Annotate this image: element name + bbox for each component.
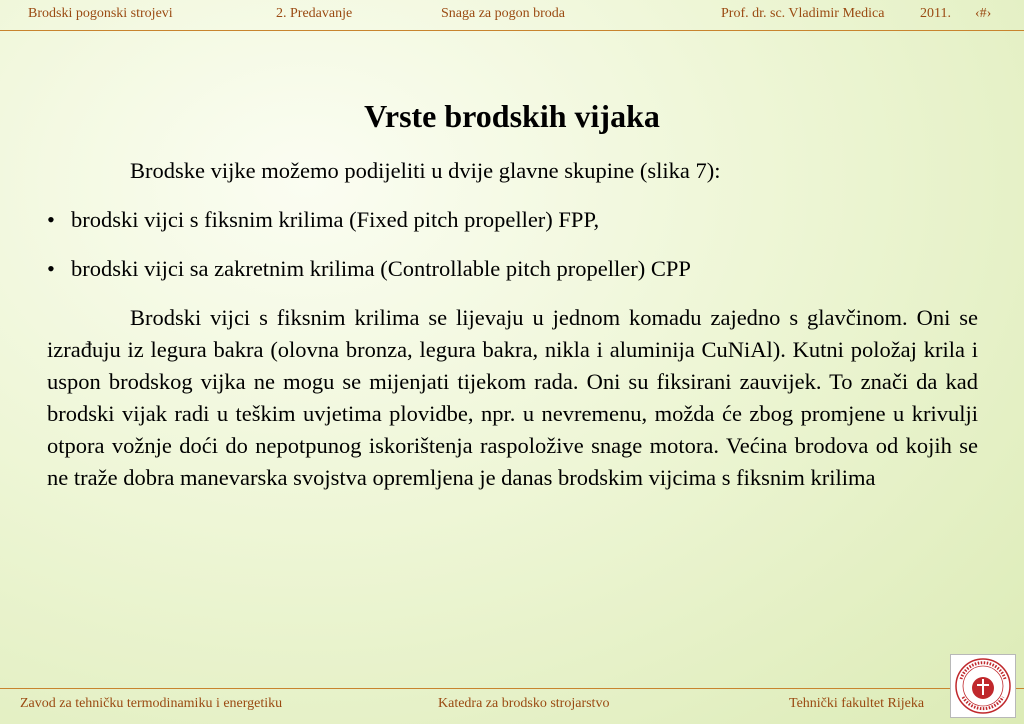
faculty-seal-icon (950, 654, 1016, 718)
header-course: Brodski pogonski strojevi (28, 6, 173, 21)
bullet-dot: • (47, 207, 55, 232)
header-divider (0, 30, 1024, 31)
slide-title: Vrste brodskih vijaka (364, 98, 660, 134)
bullet-item (47, 204, 978, 236)
header-slide-number: ‹#› (975, 6, 992, 21)
header-lecture: 2. Predavanje (276, 6, 353, 21)
footer-faculty: Tehnički fakultet Rijeka (789, 696, 925, 711)
header-topic: Snaga za pogon broda (441, 6, 566, 21)
bullet-text: brodski vijci s fiksnim krilima (Fixed pitch propeller) FPP, (71, 207, 600, 232)
footer-institute: Zavod za tehničku termodinamiku i energetiku (20, 696, 283, 711)
bullet-item (47, 253, 978, 285)
seal-graphic (951, 655, 1015, 717)
slide-body (47, 155, 978, 511)
intro-text: Brodske vijke možemo podijeliti u dvije glavne skupine (slika 7): (130, 158, 721, 183)
body-paragraph: Brodski vijci s fiksnim krilima se lijevaju u jednom komadu zajedno s glavčinom. Oni se izrađuju iz legura bakra (olovna bronza, legura bakra, nikla i aluminija CuNiAl). Kutni položaj krila i uspon brodskog vijka ne mogu se mijenjati tijekom rada. Oni su fiksirani zauvijek. To znači da kad brodski vijak radi u teškim uvjetima plovidbe, npr. u nevremenu, možda će zbog promjene u krivulji otpora vožnje doći do nepotpunog iskorištenja raspoložive snage motora. Većina brodova od kojih se ne traže dobra manevarska svojstva opremljena je danas brodskim vijcima s fiksnim krilima (47, 305, 978, 490)
header-author: Prof. dr. sc. Vladimir Medica (721, 6, 885, 21)
slide-header (0, 0, 1024, 30)
slide-footer (0, 688, 1024, 724)
header-year: 2011. (920, 6, 951, 21)
bullet-dot: • (47, 256, 55, 281)
bullet-text: brodski vijci sa zakretnim krilima (Controllable pitch propeller) CPP (71, 256, 691, 281)
footer-department: Katedra za brodsko strojarstvo (438, 696, 610, 711)
